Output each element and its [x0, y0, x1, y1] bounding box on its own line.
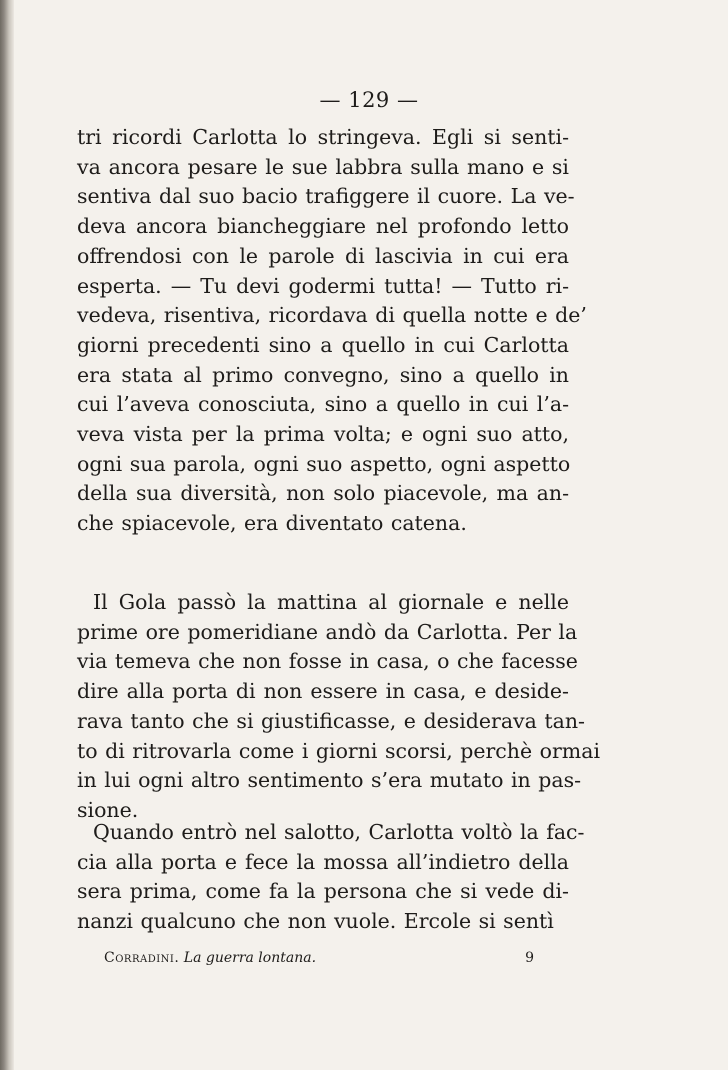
text-line: ogni sua parola, ogni suo aspetto, ogni aspetto — [77, 451, 571, 476]
footer-title: La guerra lontana. — [183, 950, 317, 966]
text-line: in lui ogni altro sentimento s’era mutato in pas- — [77, 768, 582, 793]
text-line: rava tanto che si giustificasse, e desiderava tan- — [77, 708, 585, 733]
page-footer — [104, 950, 534, 966]
text-line: era stata al primo convegno, sino a quello in — [77, 362, 569, 387]
footer-signature-mark: 9 — [525, 950, 534, 966]
paragraph-2 — [77, 588, 601, 826]
paragraph-1 — [77, 123, 587, 539]
text-line: prime ore pomeridiane andò da Carlotta. Per la — [77, 619, 578, 644]
text-line: vedeva, risentiva, ricordava di quella notte e de’ — [77, 303, 587, 328]
text-line: tri ricordi Carlotta lo stringeva. Egli si senti- — [77, 125, 569, 149]
footer-author: Corradini. — [104, 950, 180, 966]
text-line: sione. — [77, 797, 139, 822]
paragraph-3 — [77, 818, 585, 937]
text-line: della sua diversità, non solo piacevole, ma an- — [77, 481, 569, 506]
text-line: nanzi qualcuno che non vuole. Ercole si sentì — [77, 909, 554, 934]
text-line: deva ancora biancheggiare nel profondo letto — [77, 214, 569, 239]
text-line: via temeva che non fosse in casa, o che facesse — [77, 649, 578, 674]
text-line: cui l’aveva conosciuta, sino a quello in cui l’a- — [77, 392, 569, 417]
footer-citation — [104, 950, 316, 966]
page-number: — 129 — — [319, 88, 419, 112]
text-line: to di ritrovarla come i giorni scorsi, perchè ormai — [77, 738, 601, 763]
text-line: che spiacevole, era diventato catena. — [77, 511, 467, 536]
text-line: Quando entrò nel salotto, Carlotta voltò la fac- — [93, 820, 585, 844]
text-line: va ancora pesare le sue labbra sulla mano e si — [77, 154, 569, 179]
text-line: sera prima, come fa la persona che si vede di- — [77, 879, 569, 904]
text-line: offrendosi con le parole di lascivia in cui era — [77, 243, 569, 268]
text-line: sentiva dal suo bacio trafiggere il cuore. La ve- — [77, 184, 575, 209]
text-line: dire alla porta di non essere in casa, e deside- — [77, 679, 569, 704]
page-spine-shadow — [0, 0, 14, 1070]
text-line: giorni precedenti sino a quello in cui Carlotta — [77, 332, 569, 357]
text-line: Il Gola passò la mattina al giornale e nelle — [93, 590, 569, 614]
text-line: esperta. — Tu devi godermi tutta! — Tutto ri- — [77, 273, 569, 298]
text-line: cia alla porta e fece la mossa all’indietro della — [77, 849, 569, 874]
text-line: veva vista per la prima volta; e ogni suo atto, — [77, 422, 569, 447]
